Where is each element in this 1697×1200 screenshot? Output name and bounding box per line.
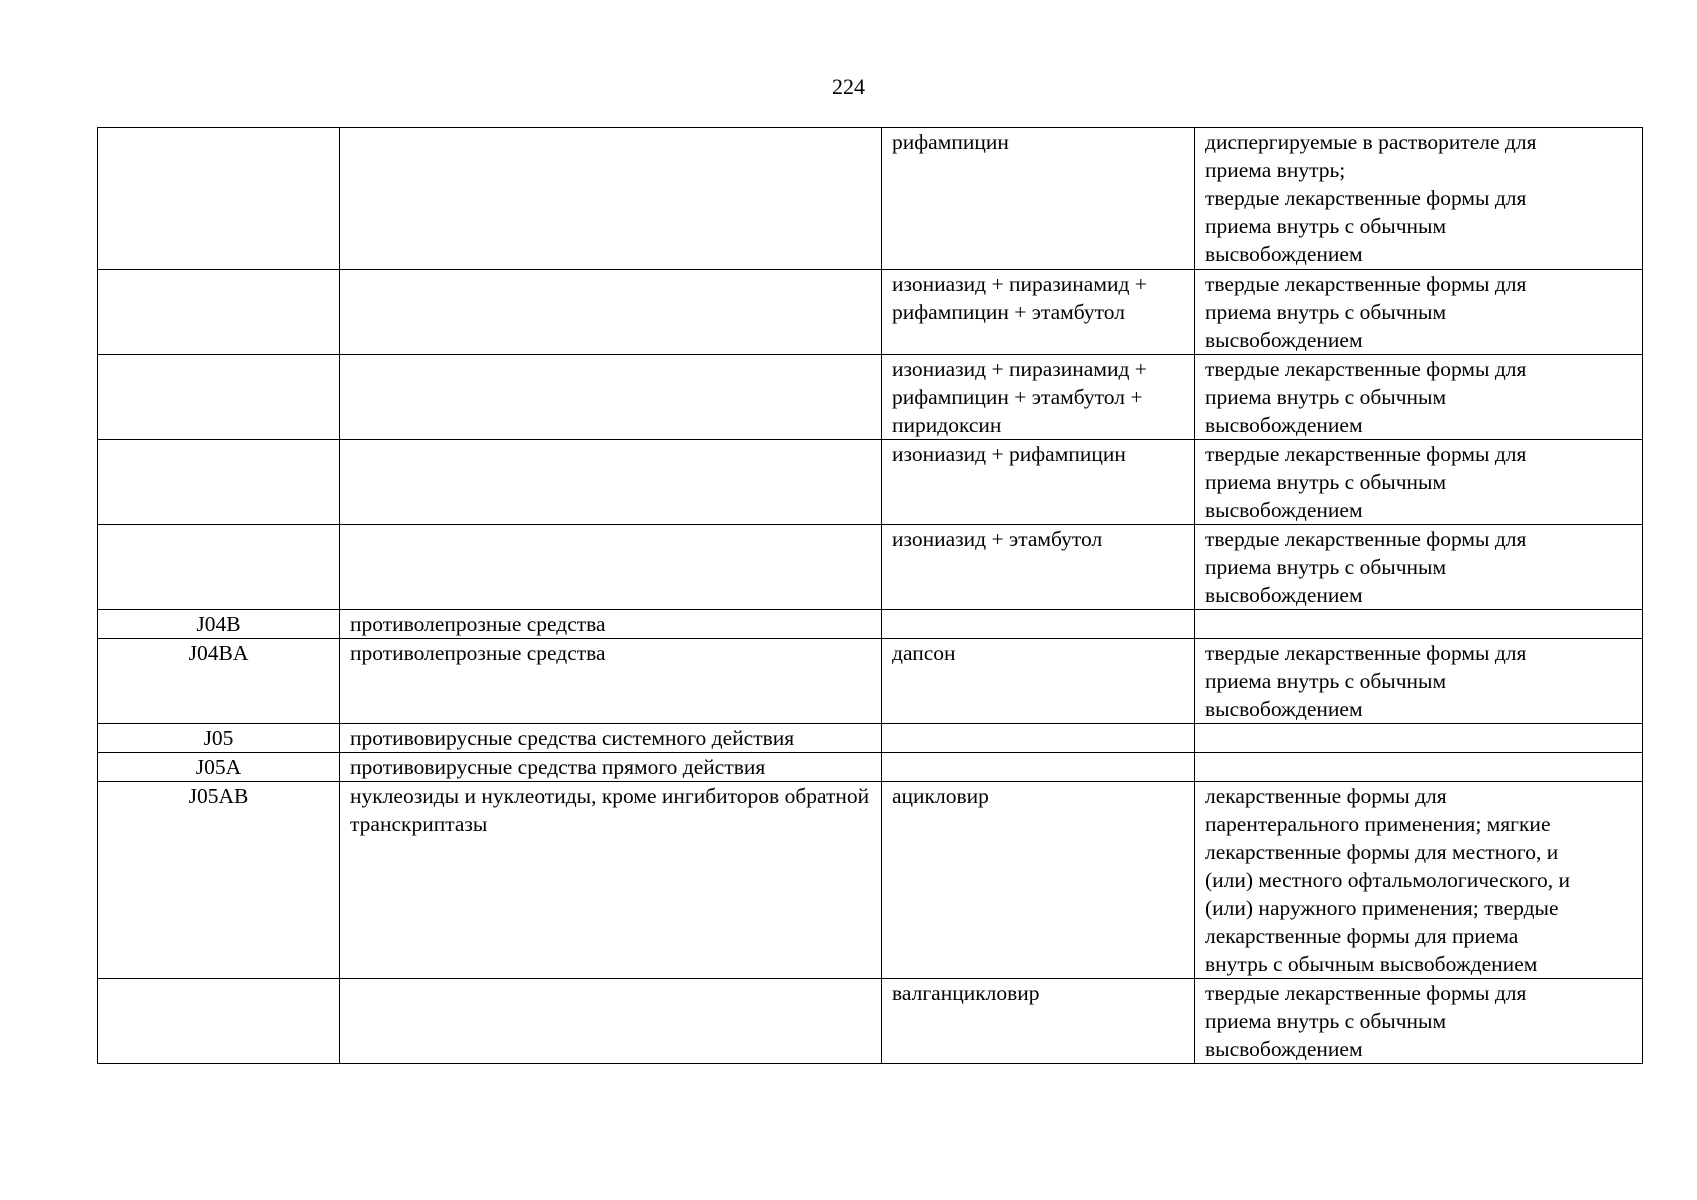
table-row <box>98 724 1643 753</box>
dosage-forms-cell <box>1195 270 1643 355</box>
dosage-form-line: приема внутрь с обычным <box>1205 470 1447 494</box>
atc-code-cell: J04B <box>98 610 340 639</box>
dosage-form-line: внутрь с обычным высвобождением <box>1205 952 1538 976</box>
atc-code-cell: J05AB <box>98 782 340 979</box>
anatomical-group-cell: противолепрозные средства <box>340 639 882 724</box>
atc-code-cell: J05 <box>98 724 340 753</box>
dosage-forms-cell <box>1195 724 1643 753</box>
anatomical-group-cell <box>340 979 882 1064</box>
table-row <box>98 128 1643 270</box>
dosage-form-line: твердые лекарственные формы для <box>1205 272 1527 296</box>
dosage-form-line: приема внутрь; <box>1205 158 1346 182</box>
dosage-form-line: (или) местного офтальмологического, и <box>1205 868 1571 892</box>
dosage-form-line: приема внутрь с обычным <box>1205 555 1447 579</box>
table-row <box>98 525 1643 610</box>
dosage-form-line: высвобождением <box>1205 413 1363 437</box>
dosage-form-line: высвобождением <box>1205 697 1363 721</box>
drug-name-cell <box>882 610 1195 639</box>
dosage-forms-cell <box>1195 355 1643 440</box>
dosage-form-line: твердые лекарственные формы для <box>1205 186 1527 210</box>
atc-code-cell <box>98 979 340 1064</box>
dosage-form-line: лекарственные формы для <box>1205 784 1447 808</box>
dosage-form-line: приема внутрь с обычным <box>1205 214 1447 238</box>
dosage-form-line: приема внутрь с обычным <box>1205 1009 1447 1033</box>
atc-code-cell <box>98 270 340 355</box>
dosage-form-line: твердые лекарственные формы для <box>1205 641 1527 665</box>
atc-code-cell <box>98 355 340 440</box>
dosage-form-line: высвобождением <box>1205 242 1363 266</box>
table-row <box>98 979 1643 1064</box>
dosage-forms-cell <box>1195 610 1643 639</box>
dosage-forms-cell <box>1195 782 1643 979</box>
dosage-form-line: высвобождением <box>1205 328 1363 352</box>
drug-name-cell <box>882 753 1195 782</box>
anatomical-group-cell <box>340 355 882 440</box>
dosage-form-line: парентерального применения; мягкие <box>1205 812 1551 836</box>
drug-name-cell: валганцикловир <box>882 979 1195 1064</box>
dosage-form-line: (или) наружного применения; твердые <box>1205 896 1559 920</box>
dosage-forms-cell <box>1195 525 1643 610</box>
anatomical-group-cell: противовирусные средства системного действия <box>340 724 882 753</box>
anatomical-group-cell: противовирусные средства прямого действия <box>340 753 882 782</box>
dosage-form-line: высвобождением <box>1205 583 1363 607</box>
dosage-forms-cell <box>1195 639 1643 724</box>
dosage-form-line: твердые лекарственные формы для <box>1205 442 1527 466</box>
drug-name-cell: рифампицин <box>882 128 1195 270</box>
anatomical-group-cell: противолепрозные средства <box>340 610 882 639</box>
table-row <box>98 355 1643 440</box>
page-number: 224 <box>832 74 865 99</box>
anatomical-group-cell <box>340 270 882 355</box>
drug-name-cell: изониазид + этамбутол <box>882 525 1195 610</box>
dosage-forms-cell <box>1195 753 1643 782</box>
table-row <box>98 440 1643 525</box>
dosage-form-line: лекарственные формы для приема <box>1205 924 1519 948</box>
dosage-form-line: высвобождением <box>1205 1037 1363 1061</box>
drug-name-cell <box>882 724 1195 753</box>
dosage-forms-cell <box>1195 979 1643 1064</box>
drug-name-cell: дапсон <box>882 639 1195 724</box>
dosage-form-line: твердые лекарственные формы для <box>1205 527 1527 551</box>
atc-code-cell <box>98 525 340 610</box>
drug-name-cell: ацикловир <box>882 782 1195 979</box>
anatomical-group-cell <box>340 128 882 270</box>
anatomical-group-cell <box>340 440 882 525</box>
dosage-form-line: приема внутрь с обычным <box>1205 300 1447 324</box>
table-row <box>98 639 1643 724</box>
atc-code-cell <box>98 128 340 270</box>
dosage-form-line: твердые лекарственные формы для <box>1205 981 1527 1005</box>
drug-name-cell: изониазид + пиразинамид + рифампицин + этамбутол + пиридоксин <box>882 355 1195 440</box>
dosage-form-line: приема внутрь с обычным <box>1205 385 1447 409</box>
dosage-forms-cell <box>1195 128 1643 270</box>
drug-name-cell: изониазид + пиразинамид + рифампицин + этамбутол <box>882 270 1195 355</box>
dosage-form-line: твердые лекарственные формы для <box>1205 357 1527 381</box>
dosage-form-line: диспергируемые в растворителе для <box>1205 130 1537 154</box>
atc-code-cell: J04BA <box>98 639 340 724</box>
anatomical-group-cell <box>340 525 882 610</box>
dosage-forms-cell <box>1195 440 1643 525</box>
table-row <box>98 270 1643 355</box>
table-body <box>98 128 1643 1064</box>
table-row <box>98 782 1643 979</box>
atc-code-cell: J05A <box>98 753 340 782</box>
drug-name-cell: изониазид + рифампицин <box>882 440 1195 525</box>
atc-code-cell <box>98 440 340 525</box>
table-row <box>98 753 1643 782</box>
dosage-form-line: лекарственные формы для местного, и <box>1205 840 1559 864</box>
dosage-form-line: приема внутрь с обычным <box>1205 669 1447 693</box>
table-row <box>98 610 1643 639</box>
drug-table <box>97 127 1643 1064</box>
dosage-form-line: высвобождением <box>1205 498 1363 522</box>
anatomical-group-cell: нуклеозиды и нуклеотиды, кроме ингибиторов обратной транскриптазы <box>340 782 882 979</box>
